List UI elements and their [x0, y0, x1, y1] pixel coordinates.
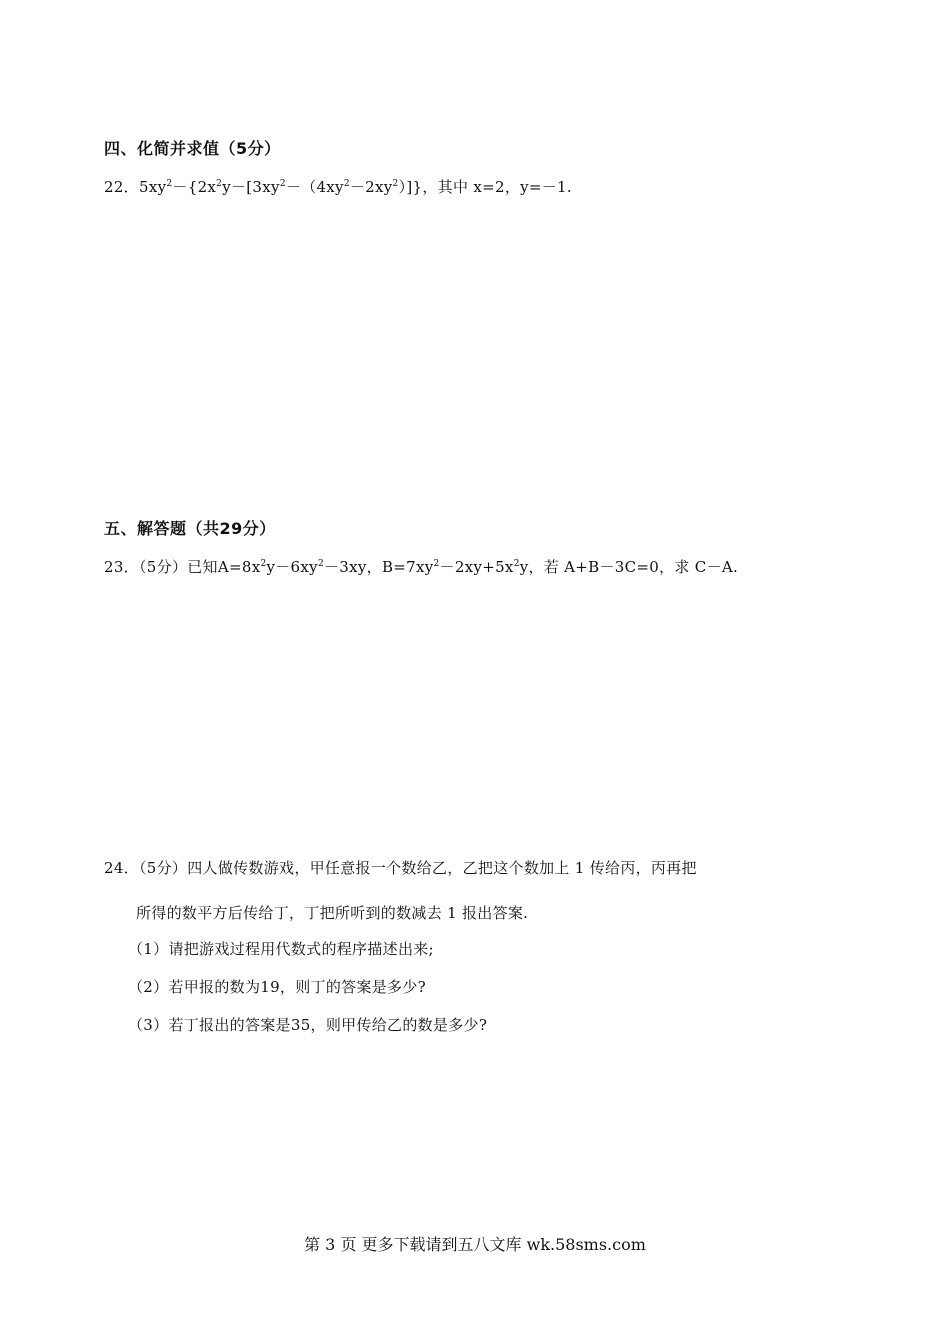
question-22-expr-part: ）]}，其中 x=2，y=－1. — [398, 178, 572, 196]
question-23-text-part: y，若 A+B－3C=0，求 C－A. — [519, 558, 739, 576]
question-23-text-part: y－6xy — [266, 558, 318, 576]
section-5-heading: 五、解答题（共29分） — [104, 519, 276, 538]
question-22-exponent: 2 — [279, 179, 286, 189]
question-22-number: 22． — [104, 178, 139, 196]
question-23-text-part: （5分）已知A=8x — [139, 558, 261, 576]
question-23-text-part: －3xy，B=7xy — [323, 558, 434, 576]
question-22-expr-part: 5xy — [139, 178, 167, 196]
question-22 — [104, 176, 572, 197]
question-23-exponent: 2 — [317, 559, 324, 569]
question-24-subquestion-2: （2）若甲报的数为19，则丁的答案是多少? — [128, 978, 426, 996]
page-footer: 第 3 页 更多下载请到五八文库 wk.58sms.com — [304, 1235, 646, 1254]
question-24-subquestion-3: （3）若丁报出的答案是35，则甲传给乙的数是多少? — [128, 1016, 488, 1034]
question-23-exponent: 2 — [513, 559, 520, 569]
question-24-subquestion-1: （1）请把游戏过程用代数式的程序描述出来; — [128, 940, 434, 958]
question-22-exponent: 2 — [343, 179, 350, 189]
question-23-number: 23． — [104, 558, 139, 576]
question-22-expr-part: －（4xy — [285, 178, 344, 196]
question-22-expr-part: y－[3xy — [222, 178, 280, 196]
question-22-exponent: 2 — [216, 179, 223, 189]
question-22-expr-part: －2xy — [349, 178, 393, 196]
section-4-heading: 四、化简并求值（5分） — [104, 139, 281, 158]
question-22-exponent: 2 — [392, 179, 399, 189]
question-24-line-2: 所得的数平方后传给丁，丁把所听到的数减去 1 报出答案. — [136, 904, 529, 922]
question-24-line-1: 24．（5分）四人做传数游戏，甲任意报一个数给乙，乙把这个数加上 1 传给丙，丙再把 — [104, 859, 697, 877]
question-22-expr-part: －{2x — [172, 178, 217, 196]
question-23 — [104, 556, 738, 577]
question-22-exponent: 2 — [166, 179, 173, 189]
question-23-text-part: －2xy+5x — [439, 558, 514, 576]
question-23-exponent: 2 — [260, 559, 267, 569]
question-23-exponent: 2 — [433, 559, 440, 569]
